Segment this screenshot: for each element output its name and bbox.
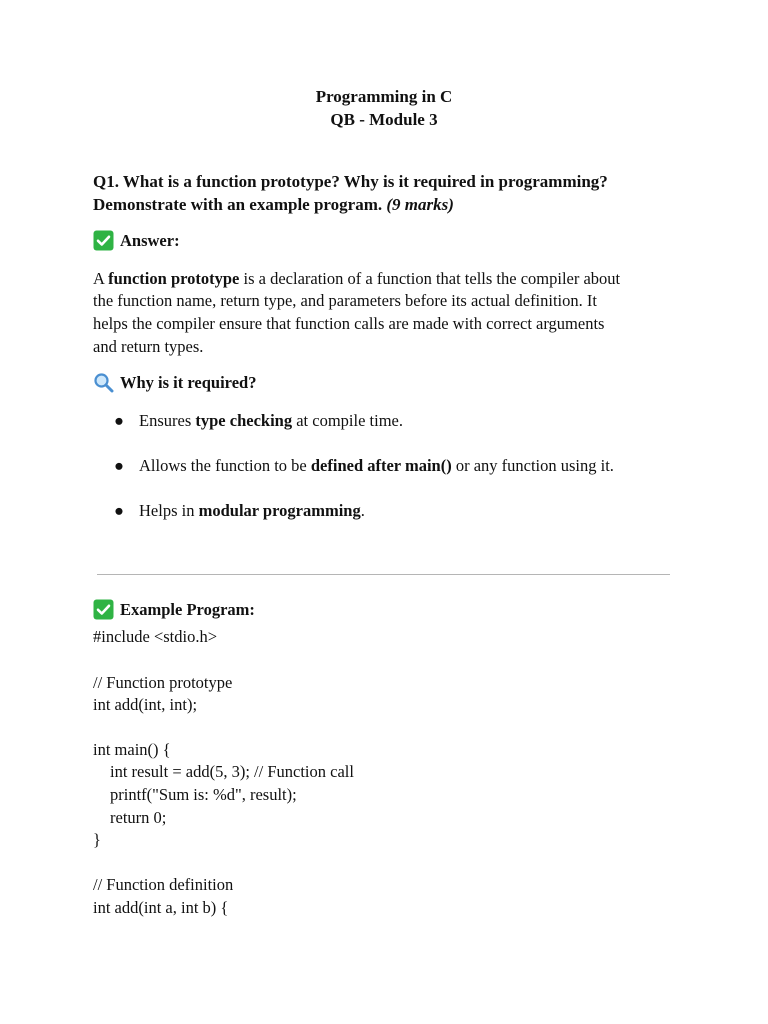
code-line: int result = add(5, 3); // Function call xyxy=(110,762,354,781)
answer-paragraph-line-1: A function prototype is a declaration of a function that tells the compiler about xyxy=(93,269,621,288)
example-heading-text: Example Program: xyxy=(120,599,255,619)
why-heading-text: Why is it required? xyxy=(120,372,257,392)
code-line: int add(int, int); xyxy=(93,695,198,714)
code-line: } xyxy=(93,830,101,849)
bullet-item-modular-programming: ● Helps in modular programming. xyxy=(114,501,365,520)
question-text: Demonstrate with an example program. xyxy=(93,195,383,214)
why-heading xyxy=(93,372,256,393)
answer-paragraph-line-2: the function name, return type, and parameters before its actual definition. It xyxy=(93,291,597,310)
code-line: #include <stdio.h> xyxy=(93,627,218,646)
code-line: printf("Sum is: %d", result); xyxy=(110,785,297,804)
bullet-item-type-checking: ● Ensures type checking at compile time. xyxy=(114,411,403,430)
bullet-item-defined-after-main: ● Allows the function to be defined after main() or any function using it. xyxy=(114,456,614,475)
question-marks: (9 marks) xyxy=(386,195,454,214)
document-subtitle: QB - Module 3 xyxy=(330,110,438,129)
answer-paragraph-line-3: helps the compiler ensure that function calls are made with correct arguments xyxy=(93,314,605,333)
check-mark-icon xyxy=(93,230,114,251)
example-heading xyxy=(93,599,255,620)
term-function-prototype: function prototype xyxy=(108,269,240,288)
code-line: return 0; xyxy=(110,808,167,827)
answer-paragraph-line-4: and return types. xyxy=(93,337,204,356)
code-line: // Function definition xyxy=(93,875,234,894)
check-mark-icon xyxy=(93,599,114,620)
horizontal-divider xyxy=(97,574,670,575)
bullet-dot-icon: ● xyxy=(114,411,124,430)
document-title: Programming in C xyxy=(315,87,453,106)
question-line-2 xyxy=(93,195,454,215)
bullet-dot-icon: ● xyxy=(114,456,124,475)
question-line-1: Q1. What is a function prototype? Why is it required in programming? xyxy=(93,172,608,191)
answer-heading-text: Answer: xyxy=(120,230,180,250)
answer-heading xyxy=(93,230,180,251)
code-line: // Function prototype xyxy=(93,673,233,692)
magnifying-glass-icon xyxy=(93,372,114,393)
bullet-dot-icon: ● xyxy=(114,501,124,520)
code-line: int main() { xyxy=(93,740,171,759)
code-line: int add(int a, int b) { xyxy=(93,898,229,917)
